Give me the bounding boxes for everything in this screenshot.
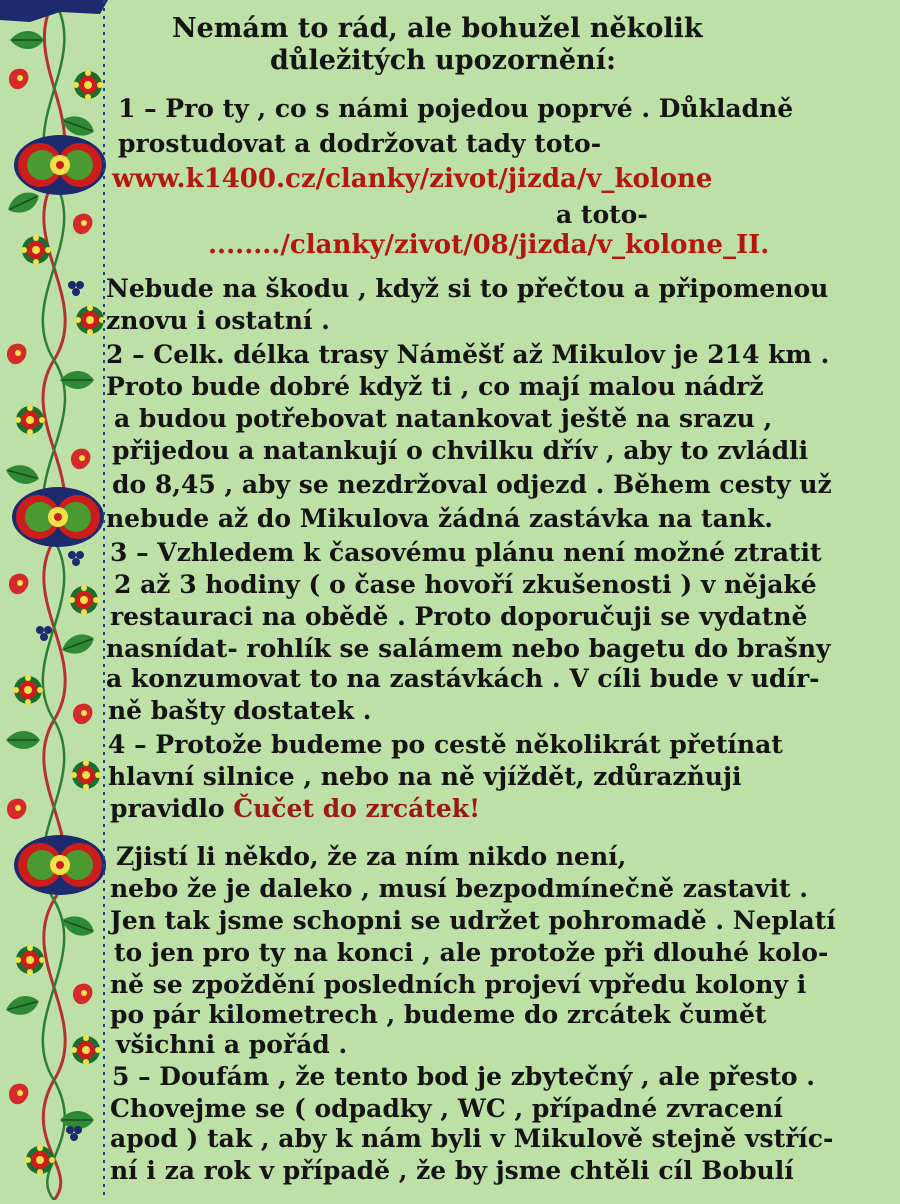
point-2-line: a budou potřebovat natankovat ještě na srazu , bbox=[114, 404, 773, 433]
notice-title-line-2: důležitých upozornění: bbox=[270, 45, 616, 76]
point-2-line: Proto bude dobré když ti , co mají malou nádrž bbox=[106, 372, 764, 401]
point-3-line: 3 – Vzhledem k časovému plánu není možné ztratit bbox=[110, 538, 822, 567]
point-3-line: restauraci na obědě . Proto doporučuji se vydatně bbox=[110, 602, 808, 631]
folk-ornament-border bbox=[0, 0, 108, 1200]
point-2-line: přijedou a natankují o chvilku dřív , aby to zvládli bbox=[112, 436, 809, 465]
point-1-line: Nebude na škodu , když si to přečtou a připomenou bbox=[106, 274, 829, 303]
rule-prefix: pravidlo bbox=[110, 794, 234, 823]
point-5-line: apod ) tak , aby k nám byli v Mikulově stejně vstříc- bbox=[110, 1124, 834, 1153]
point-1-line: prostudovat a dodržovat tady toto- bbox=[118, 129, 602, 158]
point-4-line: 4 – Protože budeme po cestě několikrát přetínat bbox=[108, 730, 783, 759]
point-3-line: a konzumovat to na zastávkách . V cíli bude v udír- bbox=[106, 664, 820, 693]
point-3-line: 2 až 3 hodiny ( o čase hovoří zkušenosti ) v nějaké bbox=[114, 570, 817, 599]
article-link-1[interactable]: www.k1400.cz/clanky/zivot/jizda/v_kolone bbox=[112, 164, 713, 194]
point-3-line: nasnídat- rohlík se salámem nebo bagetu do brašny bbox=[106, 634, 831, 663]
point-1-line: a toto- bbox=[556, 200, 648, 229]
point-5-line: Chovejme se ( odpadky , WC , případné zvracení bbox=[110, 1094, 783, 1123]
folk-ornament-illustration bbox=[0, 0, 108, 1200]
mirror-rule-line: to jen pro ty na konci , ale protože při dlouhé kolo- bbox=[114, 938, 829, 967]
point-4-line bbox=[110, 794, 480, 824]
mirror-rule-line: ně se zpoždění posledních projeví vpředu kolony i bbox=[110, 970, 807, 999]
mirror-rule-highlight: Čučet do zrcátek! bbox=[233, 794, 481, 823]
article-link-2[interactable]: ......../clanky/zivot/08/jizda/v_kolone_II. bbox=[208, 230, 770, 260]
point-2-line: do 8,45 , aby se nezdržoval odjezd . Během cesty už bbox=[112, 470, 832, 499]
mirror-rule-line: po pár kilometrech , budeme do zrcátek čumět bbox=[110, 1000, 767, 1029]
point-5-line: ní i za rok v případě , že by jsme chtěli cíl Bobulí bbox=[110, 1156, 794, 1185]
point-2-line: nebude až do Mikulova žádná zastávka na tank. bbox=[106, 504, 774, 533]
point-1-line: znovu i ostatní . bbox=[106, 306, 330, 335]
notice-content bbox=[104, 0, 900, 1200]
point-2-line: 2 – Celk. délka trasy Náměšť až Mikulov je 214 km . bbox=[106, 340, 830, 369]
mirror-rule-line: Jen tak jsme schopni se udržet pohromadě . Neplatí bbox=[110, 906, 836, 935]
notice-title-line-1: Nemám to rád, ale bohužel několik bbox=[172, 13, 703, 44]
mirror-rule-line: Zjistí li někdo, že za ním nikdo není, bbox=[116, 842, 627, 871]
point-1-line: 1 – Pro ty , co s námi pojedou poprvé . Důkladně bbox=[118, 94, 794, 123]
mirror-rule-line: všichni a pořád . bbox=[116, 1030, 348, 1059]
mirror-rule-line: nebo že je daleko , musí bezpodmínečně zastavit . bbox=[110, 874, 808, 903]
point-4-line: hlavní silnice , nebo na ně vjíždět, zdůrazňuji bbox=[108, 762, 742, 791]
point-5-line: 5 – Doufám , že tento bod je zbytečný , ale přesto . bbox=[112, 1062, 815, 1091]
point-3-line: ně bašty dostatek . bbox=[108, 696, 372, 725]
